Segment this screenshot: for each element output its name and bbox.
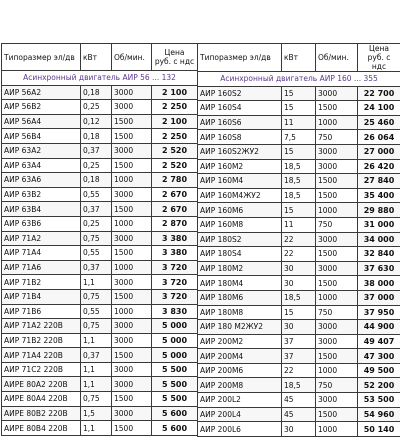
cell-price: 32 840 [358,247,400,262]
cell-price: 27 000 [358,144,400,159]
cell-power: 11 [282,115,316,130]
cell-power: 30 [282,276,316,291]
cell-model: АИР 200L2 [198,393,282,408]
cell-model: АИР 56А2 [2,85,81,100]
cell-rpm: 3000 [112,406,152,421]
cell-power: 15 [282,101,316,116]
cell-rpm: 1500 [112,289,152,304]
cell-rpm: 1000 [112,260,152,275]
cell-price: 26 420 [358,159,400,174]
table-row [2,348,198,363]
cell-model: АИР 71В6 [2,304,81,319]
cell-rpm: 1000 [316,115,358,130]
header-power: кВт [81,44,112,71]
table-row [2,129,198,144]
header-price [152,44,198,71]
cell-power: 1,5 [81,406,112,421]
cell-power: 1,1 [81,362,112,377]
cell-price: 52 200 [358,378,400,393]
cell-power: 0,75 [81,319,112,334]
table-row [2,260,198,275]
cell-model: АИРЕ 80В2 220В [2,406,81,421]
cell-price: 27 840 [358,174,400,189]
cell-model: АИР 160S6 [198,115,282,130]
table-row [198,378,400,393]
cell-rpm: 1500 [112,246,152,261]
cell-power: 0,12 [81,114,112,129]
cell-rpm: 3000 [112,187,152,202]
cell-model: АИР 63В6 [2,216,81,231]
cell-power: 15 [282,86,316,101]
cell-power: 1,1 [81,377,112,392]
cell-model: АИР 56В4 [2,129,81,144]
price-table-left [1,43,198,436]
cell-rpm: 3000 [112,333,152,348]
cell-price: 34 000 [358,232,400,247]
cell-rpm: 1500 [112,202,152,217]
cell-rpm: 1500 [316,407,358,422]
cell-price: 2 520 [152,158,198,173]
cell-price: 49 407 [358,334,400,349]
header-rpm: Об/мин. [316,44,358,72]
cell-power: 0,37 [81,348,112,363]
cell-model: АИР 180М8 [198,305,282,320]
cell-power: 22 [282,363,316,378]
table-row [198,276,400,291]
cell-rpm: 1000 [316,422,358,437]
header-price-line2: руб. с ндс [368,53,391,71]
section-row [198,72,400,87]
table-row [2,202,198,217]
cell-rpm: 1500 [316,247,358,262]
cell-rpm: 1500 [316,349,358,364]
cell-price: 37 630 [358,261,400,276]
table-row [2,114,198,129]
cell-model: АИРЕ 80В4 220В [2,421,81,436]
cell-rpm: 750 [316,130,358,145]
table-row [198,247,400,262]
section-title: Асинхронный двигатель АИР 56 ... 132 [2,71,198,86]
cell-price: 50 140 [358,422,400,437]
cell-model: АИР 160М4 [198,174,282,189]
table-body-right [198,72,400,437]
cell-power: 18,5 [282,188,316,203]
table-row [198,232,400,247]
cell-model: АИР 160S2 [198,86,282,101]
cell-model: АИР 71В2 220В [2,333,81,348]
cell-model: АИР 200L6 [198,422,282,437]
cell-rpm: 3000 [112,362,152,377]
cell-price: 5 500 [152,377,198,392]
header-model: Типоразмер эл/дв [2,44,81,71]
cell-model: АИРЕ 80А4 220В [2,392,81,407]
cell-price: 38 000 [358,276,400,291]
table-row [2,85,198,100]
table-row [198,305,400,320]
table-row [198,290,400,305]
cell-power: 15 [282,144,316,159]
table-row [2,143,198,158]
cell-price: 44 900 [358,320,400,335]
cell-rpm: 1000 [316,290,358,305]
table-row [198,144,400,159]
cell-price: 2 520 [152,143,198,158]
cell-power: 0,25 [81,100,112,115]
table-row [2,319,198,334]
cell-power: 0,37 [81,143,112,158]
cell-power: 0,55 [81,246,112,261]
cell-price: 25 460 [358,115,400,130]
cell-model: АИР 180S4 [198,247,282,262]
cell-rpm: 1000 [316,203,358,218]
table-header-row [198,44,400,72]
cell-model: АИР 71В4 [2,289,81,304]
cell-power: 0,37 [81,260,112,275]
cell-price: 26 064 [358,130,400,145]
cell-rpm: 3000 [112,319,152,334]
cell-price: 2 250 [152,100,198,115]
cell-price: 2 870 [152,216,198,231]
cell-power: 0,75 [81,231,112,246]
cell-model: АИР 200М4 [198,349,282,364]
cell-power: 1,1 [81,275,112,290]
cell-price: 3 380 [152,246,198,261]
table-row [2,333,198,348]
cell-model: АИРЕ 80А2 220В [2,377,81,392]
table-row [2,216,198,231]
cell-rpm: 3000 [112,143,152,158]
cell-model: АИР 63В4 [2,202,81,217]
cell-power: 0,75 [81,289,112,304]
header-price-line1: Цена [165,48,185,57]
cell-model: АИР 63А4 [2,158,81,173]
cell-rpm: 750 [316,217,358,232]
cell-price: 35 400 [358,188,400,203]
cell-price: 37 000 [358,290,400,305]
table-row [198,422,400,437]
cell-price: 53 500 [358,393,400,408]
cell-price: 5 000 [152,319,198,334]
cell-rpm: 750 [316,378,358,393]
table-header-row [2,44,198,71]
table-row [2,246,198,261]
cell-rpm: 3000 [316,320,358,335]
cell-rpm: 3000 [316,144,358,159]
cell-price: 31 000 [358,217,400,232]
cell-rpm: 3000 [112,377,152,392]
cell-price: 3 720 [152,289,198,304]
cell-model: АИР 160S4 [198,101,282,116]
table-row [198,320,400,335]
cell-model: АИР 71А6 [2,260,81,275]
cell-power: 22 [282,232,316,247]
cell-power: 0,75 [81,392,112,407]
table-row [198,86,400,101]
table-row [2,304,198,319]
cell-power: 18,5 [282,174,316,189]
cell-power: 0,55 [81,304,112,319]
cell-rpm: 1500 [112,421,152,436]
cell-model: АИР 160S8 [198,130,282,145]
cell-rpm: 3000 [112,275,152,290]
cell-power: 30 [282,422,316,437]
header-model: Типоразмер эл/дв [198,44,282,72]
cell-rpm: 1500 [112,129,152,144]
cell-power: 1,1 [81,421,112,436]
cell-price: 5 500 [152,362,198,377]
header-price-line1: Цена [369,44,389,53]
cell-model: АИР 160S2ЖУ2 [198,144,282,159]
section-row [2,71,198,86]
cell-power: 0,18 [81,173,112,188]
cell-rpm: 1000 [112,304,152,319]
cell-price: 5 500 [152,392,198,407]
cell-price: 2 670 [152,202,198,217]
cell-model: АИР 71А4 [2,246,81,261]
cell-rpm: 3000 [112,85,152,100]
cell-price: 22 700 [358,86,400,101]
table-row [198,334,400,349]
cell-model: АИР 160М4ЖУ2 [198,188,282,203]
cell-power: 11 [282,217,316,232]
table-row [198,159,400,174]
cell-price: 49 500 [358,363,400,378]
table-row [198,407,400,422]
cell-price: 2 670 [152,187,198,202]
cell-power: 1,1 [81,333,112,348]
cell-power: 18,5 [282,159,316,174]
table-row [2,231,198,246]
table-row [198,101,400,116]
header-power: кВт [282,44,316,72]
cell-rpm: 750 [316,305,358,320]
cell-power: 45 [282,393,316,408]
cell-model: АИР 200М8 [198,378,282,393]
table-body-left [2,71,198,436]
cell-model: АИР 180М4 [198,276,282,291]
table-row [198,188,400,203]
cell-rpm: 3000 [316,261,358,276]
header-price-line2: руб. с ндс [155,57,194,66]
cell-price: 5 000 [152,333,198,348]
table-row [198,130,400,145]
table-row [2,289,198,304]
cell-model: АИР 71А4 220В [2,348,81,363]
cell-power: 30 [282,261,316,276]
cell-power: 15 [282,203,316,218]
table-row [2,392,198,407]
cell-rpm: 1500 [316,101,358,116]
cell-power: 0,25 [81,216,112,231]
cell-model: АИР 63В2 [2,187,81,202]
cell-model: АИР 56В2 [2,100,81,115]
table-row [198,261,400,276]
cell-price: 3 830 [152,304,198,319]
cell-price: 2 780 [152,173,198,188]
cell-power: 45 [282,407,316,422]
cell-model: АИР 180М2 [198,261,282,276]
cell-model: АИР 160М6 [198,203,282,218]
cell-rpm: 3000 [316,86,358,101]
table-row [2,187,198,202]
cell-power: 7,5 [282,130,316,145]
cell-model: АИР 180М6 [198,290,282,305]
cell-price: 5 600 [152,421,198,436]
table-row [198,363,400,378]
cell-rpm: 1500 [112,114,152,129]
cell-model: АИР 180 М2ЖУ2 [198,320,282,335]
cell-model: АИР 63А6 [2,173,81,188]
cell-model: АИР 160М2 [198,159,282,174]
cell-power: 37 [282,334,316,349]
cell-power: 37 [282,349,316,364]
table-row [198,203,400,218]
cell-power: 18,5 [282,290,316,305]
header-price [358,44,400,72]
cell-price: 2 100 [152,85,198,100]
price-table-right [197,43,400,437]
cell-price: 2 250 [152,129,198,144]
cell-rpm: 3000 [112,100,152,115]
cell-price: 2 100 [152,114,198,129]
cell-price: 3 720 [152,275,198,290]
cell-model: АИР 71С2 220В [2,362,81,377]
cell-model: АИР 200М2 [198,334,282,349]
section-title: Асинхронный двигатель АИР 160 ... 355 [198,72,400,87]
cell-price: 5 000 [152,348,198,363]
cell-price: 24 100 [358,101,400,116]
cell-power: 0,55 [81,187,112,202]
cell-rpm: 1500 [316,188,358,203]
table-row [2,421,198,436]
cell-rpm: 1500 [316,174,358,189]
cell-price: 37 950 [358,305,400,320]
cell-rpm: 1500 [112,348,152,363]
table-row [2,158,198,173]
table-row [2,362,198,377]
cell-rpm: 1000 [112,173,152,188]
table-row [198,349,400,364]
table-row [2,377,198,392]
cell-rpm: 1500 [112,158,152,173]
table-row [2,275,198,290]
cell-rpm: 3000 [112,231,152,246]
cell-rpm: 3000 [316,334,358,349]
cell-model: АИР 71В2 [2,275,81,290]
cell-price: 3 720 [152,260,198,275]
cell-model: АИР 180S2 [198,232,282,247]
table-row [198,217,400,232]
cell-power: 0,18 [81,129,112,144]
table-row [2,100,198,115]
cell-power: 0,37 [81,202,112,217]
cell-model: АИР 160М8 [198,217,282,232]
cell-model: АИР 56А4 [2,114,81,129]
cell-rpm: 1000 [316,363,358,378]
cell-price: 54 960 [358,407,400,422]
cell-model: АИР 63А2 [2,143,81,158]
cell-power: 18,5 [282,378,316,393]
cell-power: 15 [282,305,316,320]
cell-power: 30 [282,320,316,335]
cell-power: 22 [282,247,316,262]
table-row [2,173,198,188]
table-row [198,115,400,130]
cell-rpm: 3000 [316,159,358,174]
cell-rpm: 1500 [316,276,358,291]
cell-model: АИР 71А2 [2,231,81,246]
cell-rpm: 1500 [112,392,152,407]
cell-rpm: 3000 [316,232,358,247]
cell-rpm: 3000 [316,393,358,408]
cell-price: 29 880 [358,203,400,218]
cell-price: 5 600 [152,406,198,421]
table-row [198,174,400,189]
cell-price: 47 300 [358,349,400,364]
header-rpm: Об/мин. [112,44,152,71]
cell-price: 3 380 [152,231,198,246]
table-row [2,406,198,421]
cell-power: 0,18 [81,85,112,100]
cell-model: АИР 71А2 220В [2,319,81,334]
cell-rpm: 1000 [112,216,152,231]
cell-power: 0,25 [81,158,112,173]
cell-model: АИР 200L4 [198,407,282,422]
cell-model: АИР 200М6 [198,363,282,378]
